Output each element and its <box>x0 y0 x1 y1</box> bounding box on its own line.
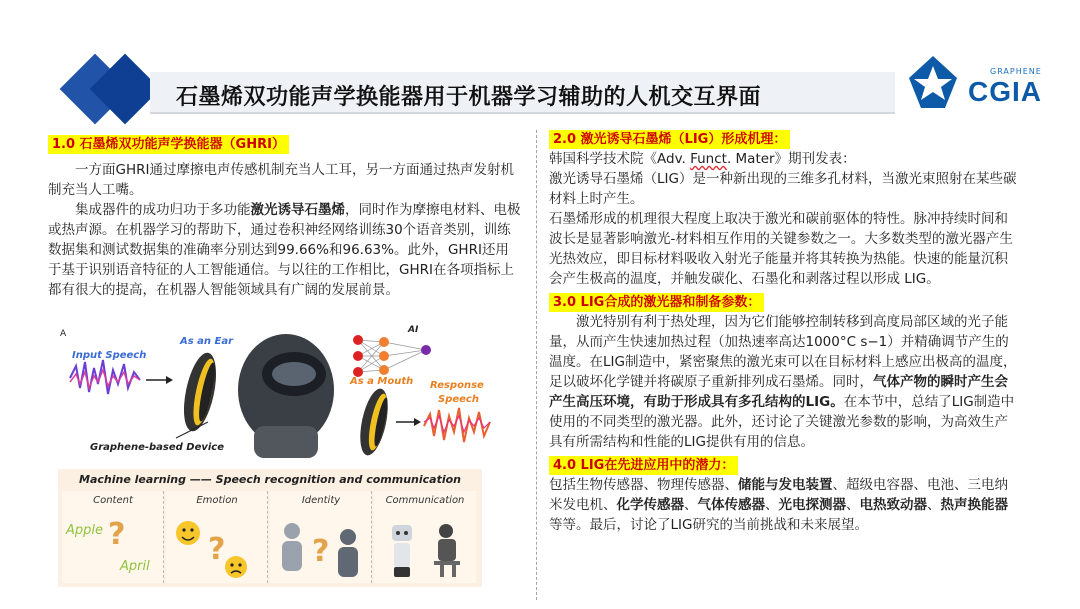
word-april: April <box>120 559 150 574</box>
ghri-diagram <box>58 322 498 462</box>
communication-robot-icon <box>384 515 474 581</box>
ai-label: AI <box>408 325 419 335</box>
left-column <box>48 134 522 300</box>
panel-label: A <box>60 329 67 339</box>
section-2-paragraph-2: 石墨烯形成的机理很大程度上取决于激光和碳前驱体的特性。脉冲持续时间和波长是显著影响激光-材料相互作用的关键参数之一。大多数类型的激光器产生光热效应，即目标材料吸收入射光子能量并将其转换为热能。快速的能量沉积会产生极高的温度，并触发碳化、石墨化和剥落过程以形成 LIG。 <box>549 211 1013 287</box>
left-paragraph-2: 集成器件的成功归功于多功能激光诱导石墨烯，同时作为摩擦电材料、电极或热声源。在机器学习的帮助下，通过卷积神经网络训练30个语音类别，训练数据集和测试数据集的准确率分别达到99.66%和96.63%。此外，GHRI还用于基于识别语音特征的人工智能通信。与以往的工作相比，GHRI在各项指标上都有很大的提高，在机器人智能领域具有广阔的发展前景。 <box>48 202 521 298</box>
logo-cgia-text: CGIA <box>968 76 1042 107</box>
emotion-faces-icon <box>174 515 264 581</box>
page-title: 石墨烯双功能声学换能器用于机器学习辅助的人机交互界面 <box>176 85 762 110</box>
response-speech-label-1: Response <box>430 380 484 391</box>
graphene-device-label: Graphene-based Device <box>90 442 225 453</box>
header <box>0 0 1080 130</box>
word-apple: Apple <box>66 523 104 538</box>
section-4-heading: 4.0 LIG在先进应用中的潜力： <box>549 456 738 475</box>
section-2-paragraph-1: 激光诱导石墨烯（LIG）是一种新出现的三维多孔材料，当激光束照射在某些碳材料上时产生。 <box>549 171 1017 207</box>
response-speech-wave <box>424 408 490 442</box>
section-3-heading: 3.0 LIG合成的激光器和制备参数： <box>549 293 764 312</box>
svg-text:?: ? <box>312 534 330 569</box>
ml-cell-label: Identity <box>301 495 341 506</box>
ml-cell-identity <box>270 491 372 583</box>
logo-graphene-text: GRAPHENE <box>990 67 1042 76</box>
ml-panel <box>58 469 482 587</box>
response-speech-label-2: Speech <box>438 394 479 405</box>
ml-cell-label: Emotion <box>196 495 238 506</box>
ml-cell-communication <box>374 491 476 583</box>
identity-people-icon <box>278 515 368 581</box>
ml-cell-label: Content <box>93 495 133 506</box>
input-speech-label: Input Speech <box>72 350 147 361</box>
ml-cell-emotion <box>166 491 268 583</box>
section-4-paragraph: 包括生物传感器、物理传感器、储能与发电装置、超级电容器、电池、三电纳米发电机、化学传感器、气体传感器、光电探测器、电热致动器、热声换能器等等。最后，讨论了LIG研究的当前挑战和未来展望。 <box>549 477 1008 533</box>
section-2-heading: 2.0 激光诱导石墨烯（LIG）形成机理： <box>549 130 790 149</box>
as-an-ear-label: As an Ear <box>180 336 234 347</box>
ai-network <box>358 340 426 372</box>
ghri-figure <box>58 322 498 590</box>
section-1-heading: 1.0 石墨烯双功能声学换能器（GHRI） <box>48 135 289 154</box>
ml-panel-title: Machine learning —— Speech recognition and communication <box>79 473 461 486</box>
section-3-paragraph: 激光特别有利于热处理，因为它们能够控制转移到高度局部区域的光子能量，从而产生快速加热过程（加热速率高达1000°C s−1）并精确调节产生的温度。在LIG制造中，紧密聚焦的激光束可以在目标材料上感应出极高的温度，足以破坏化学键并将碳原子重新排列成石墨烯。同时，气体产物的瞬时产生会产生高压环境，有助于形成具有多孔结构的LIG。在本节中，总结了LIG制造中使用的不同类型的激光器。此外，还讨论了关键激光参数的影响，为高效生产具有所需结构和性能的LIG提供有用的信息。 <box>549 314 1017 450</box>
ml-cell-label: Communication <box>385 495 465 506</box>
right-column <box>549 129 1019 535</box>
as-a-mouth-label: As a Mouth <box>350 376 414 387</box>
column-divider <box>536 130 537 600</box>
question-mark-icon: ? <box>108 517 126 552</box>
svg-text:?: ? <box>208 532 226 567</box>
section-2-source: 韩国科学技术院《Adv. Funct. Mater》期刊发表： <box>549 151 856 167</box>
left-paragraph-1: 一方面GHRI通过摩擦电声传感机制充当人工耳，另一方面通过热声发射机制充当人工嘴。 <box>48 162 514 198</box>
ml-cell-content <box>62 491 164 583</box>
